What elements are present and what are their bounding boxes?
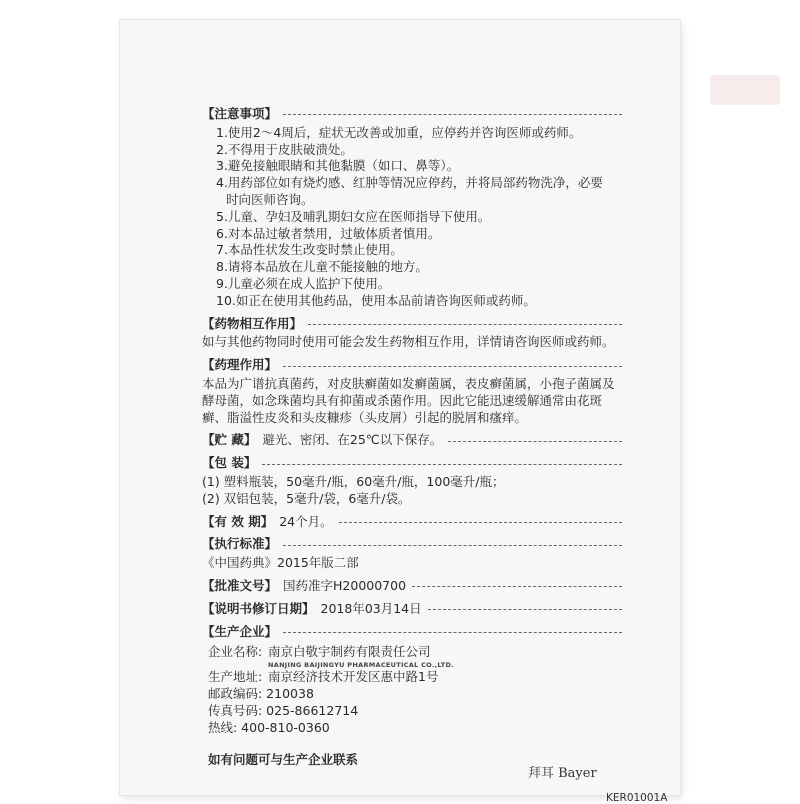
notes-divider: [283, 114, 622, 115]
storage-divider: [448, 441, 622, 442]
validity-heading: [202, 514, 622, 531]
leaflet-content: [202, 100, 622, 769]
package-title: 【包 装】: [202, 455, 257, 471]
pharmacology-text: 本品为广谱抗真菌药，对皮肤癣菌如发癣菌属，表皮癣菌属，小孢子菌属及酵母菌，如念珠菌均具有抑菌或杀菌作用。因此它能迅速缓解通常由花斑癣、脂溢性皮炎和头皮糠疹（头皮屑）引起的脱屑和瘙痒。: [202, 375, 615, 425]
notes-item-4-continuation: 时向医师咨询。: [226, 191, 314, 207]
company-name-value: 南京白敬宇制药有限责任公司: [268, 644, 431, 660]
standard-divider: [283, 545, 622, 546]
contact-note: 如有问题可与生产企业联系: [208, 752, 359, 768]
revision-divider: [428, 609, 622, 610]
manufacturer-heading: [202, 624, 622, 641]
footer-brand: 拜耳 Bayer: [528, 766, 597, 781]
interaction-divider: [308, 324, 622, 325]
notes-item-8: 8.请将本品放在儿童不能接触的地方。: [216, 259, 428, 275]
approval-title: 【批准文号】: [202, 577, 278, 593]
package-divider: [262, 464, 622, 465]
notes-item-1: 1.使用2～4周后，症状无改善或加重，应停药并咨询医师或药师。: [216, 124, 582, 140]
manufacturer-title: 【生产企业】: [202, 623, 278, 639]
interaction-text: 如与其他药物同时使用可能会发生药物相互作用，详情请咨询医师或药师。: [202, 334, 615, 350]
notes-list: [202, 125, 622, 310]
manufacturer-divider: [283, 632, 622, 633]
company-name-row: [208, 644, 622, 661]
approval-divider: [412, 586, 622, 587]
standard-title: 【执行标准】: [202, 536, 278, 552]
notes-item-4: 4.用药部位如有烧灼感、红肿等情况应停药，并将局部药物洗净，必要: [216, 175, 603, 191]
notes-item-7: 7.本品性状发生改变时禁止使用。: [216, 242, 403, 258]
company-name-english: NANJING BAIJINGYU PHARMACEUTICAL CO.,LTD.: [268, 661, 454, 670]
package-line-2: (2) 双铝包装，5毫升/袋，6毫升/袋。: [202, 490, 411, 506]
company-address-label: 生产地址:: [208, 669, 263, 685]
storage-title: 【贮 藏】: [202, 432, 257, 448]
pharmacology-heading: [202, 357, 622, 374]
package-heading: [202, 455, 622, 472]
storage-heading: [202, 432, 622, 449]
standard-value: 《中国药典》2015年版二部: [202, 555, 359, 571]
company-address-value: 南京经济技术开发区惠中路1号: [268, 669, 439, 685]
notes-item-4-continued: [216, 192, 622, 209]
hotline: 热线: 400-810-0360: [208, 719, 330, 735]
notes-title: 【注意事项】: [202, 106, 278, 121]
package-line-1: (1) 塑料瓶装，50毫升/瓶，60毫升/瓶，100毫升/瓶；: [202, 473, 505, 489]
notes-item-9: 9.儿童必须在成人监护下使用。: [216, 275, 391, 291]
validity-value: 24个月。: [279, 513, 333, 529]
company-address-row: [208, 669, 622, 686]
validity-title: 【有 效 期】: [202, 513, 274, 529]
notes-heading: [202, 106, 622, 123]
revision-title: 【说明书修订日期】: [202, 600, 315, 616]
leaflet-sheet: [120, 20, 680, 804]
storage-value: 避光、密闭、在25℃以下保存。: [262, 432, 443, 448]
revision-value: 2018年03月14日: [320, 600, 422, 616]
pharmacology-divider: [283, 366, 622, 367]
interaction-title: 【药物相互作用】: [202, 315, 303, 331]
approval-value: 国药准字H20000700: [283, 577, 407, 593]
interaction-heading: [202, 316, 622, 333]
revision-heading: [202, 601, 622, 618]
validity-divider: [339, 522, 622, 523]
company-name-label: 企业名称:: [208, 644, 263, 660]
fax-number: 传真号码: 025-86612714: [208, 702, 359, 718]
pharmacology-title: 【药理作用】: [202, 357, 278, 373]
notes-item-3: 3.避免接触眼睛和其他黏膜（如口、鼻等）。: [216, 158, 460, 174]
postal-code: 邮政编码: 210038: [208, 685, 314, 701]
notes-item-2: 2.不得用于皮肤破溃处。: [216, 141, 353, 157]
approval-heading: [202, 578, 622, 595]
notes-item-5: 5.儿童、孕妇及哺乳期妇女应在医师指导下使用。: [216, 208, 491, 224]
manufacturer-block: [202, 644, 622, 769]
notes-item-10: 10.如正在使用其他药品，使用本品前请咨询医师或药师。: [216, 292, 536, 308]
standard-heading: [202, 536, 622, 553]
background-print-mark: [710, 75, 780, 105]
notes-item-6: 6.对本品过敏者禁用，过敏体质者慎用。: [216, 225, 441, 241]
footer-code: KER01001A: [606, 792, 668, 804]
